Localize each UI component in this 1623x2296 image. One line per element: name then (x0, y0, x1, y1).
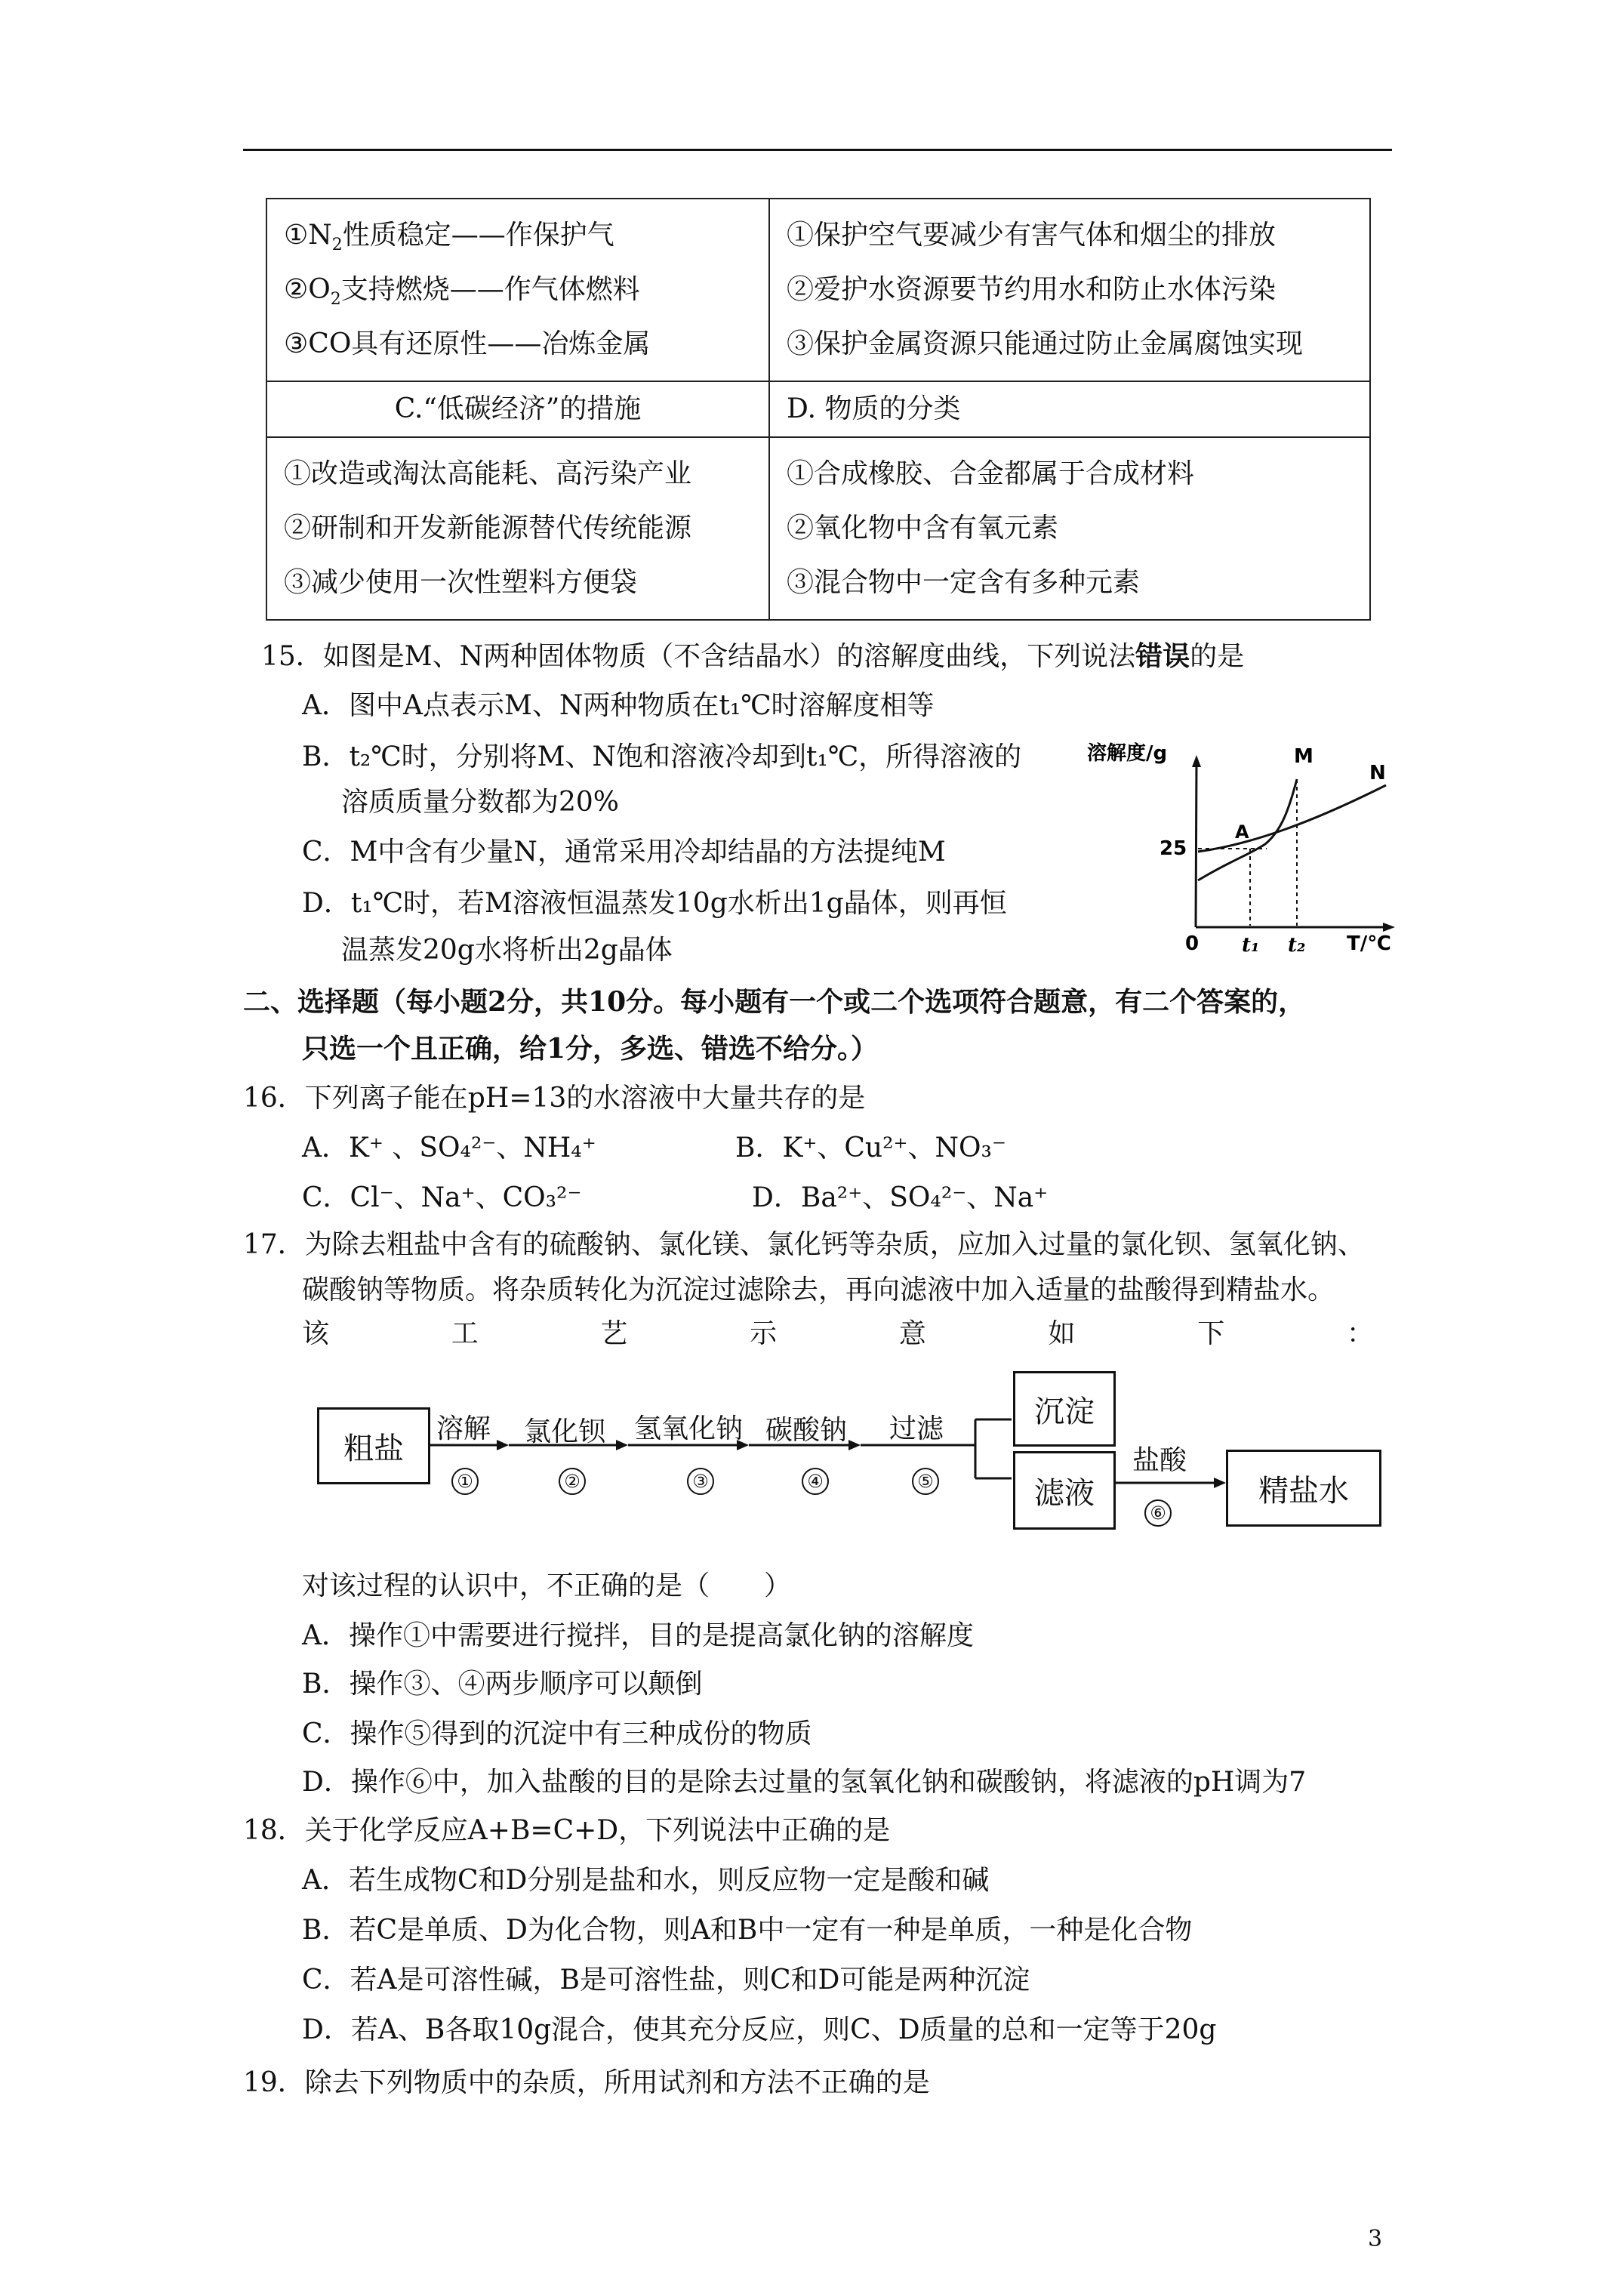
q17-stem-cont: 碳酸钠等物质。将杂质转化为沉淀过滤除去，再向滤液中加入适量的盐酸得到精盐水。 (302, 1274, 1335, 1305)
section2-heading: 二、选择题（每小题2分，共10分。每小题有一个或二个选项符合题意，有二个答案的， (243, 986, 1306, 1018)
cell-line: ③混合物中一定含有多种元素 (787, 567, 1141, 598)
q17-option-b: B．操作③、④两步顺序可以颠倒 (302, 1669, 703, 1700)
step5-number: ⑤ (912, 1468, 939, 1495)
cell-line: ③减少使用一次性塑料方便袋 (284, 567, 638, 598)
q16-option-b: B．K⁺、Cu²⁺、NO₃⁻ (735, 1133, 1006, 1163)
x-axis-arrow (1383, 923, 1395, 932)
step4-number: ④ (802, 1468, 829, 1495)
box-refined-brine: 精盐水 (1226, 1450, 1381, 1527)
step2-label: 氯化钡 (524, 1416, 606, 1447)
y-axis-label: 溶解度/g (1087, 742, 1168, 765)
q15-stem: 15．如图是M、N两种固体物质（不含结晶水）的溶解度曲线，下列说法错误的是 (261, 640, 1245, 672)
table-row (266, 199, 1370, 381)
box-filtrate: 滤液 (1013, 1451, 1116, 1530)
box-precipitate: 沉淀 (1013, 1371, 1116, 1447)
step3-label: 氢氧化钠 (634, 1413, 744, 1444)
q16-option-a: A．K⁺ 、SO₄²⁻、NH₄⁺ (302, 1133, 596, 1163)
cell-b (769, 199, 1370, 381)
step2-number: ② (559, 1468, 586, 1495)
cell-line: ②爱护水资源要节约用水和防止水体污染 (787, 274, 1277, 305)
q15-option-d-cont: 温蒸发20g水将析出2g晶体 (341, 935, 673, 966)
cell-c (266, 437, 769, 620)
cell-line: ①改造或淘汰高能耗、高污染产业 (284, 458, 692, 489)
knowledge-table (266, 198, 1371, 621)
step5-label: 过滤 (889, 1413, 944, 1444)
cell-line: $②O_2$支持燃烧——作气体燃料 (284, 274, 640, 310)
y-axis-arrow (1192, 755, 1201, 767)
q16-stem: 16．下列离子能在pH=13的水溶液中大量共存的是 (243, 1083, 866, 1114)
cell-line: ②研制和开发新能源替代传统能源 (284, 513, 692, 544)
point-a-label: A (1235, 821, 1249, 843)
step1-number: ① (451, 1468, 479, 1495)
q18-option-a: A．若生成物C和D分别是盐和水，则反应物一定是酸和碱 (302, 1865, 990, 1896)
q15-option-d: D．t₁℃时，若M溶液恒温蒸发10g水析出1g晶体，则再恒 (302, 888, 1007, 919)
q16-option-c: C．Cl⁻、Na⁺、CO₃²⁻ (302, 1182, 582, 1213)
curve-m-label: M (1294, 745, 1313, 768)
step4-label: 碳酸钠 (765, 1415, 848, 1446)
q17-option-a: A．操作①中需要进行搅拌，目的是提高氯化钠的溶解度 (302, 1620, 974, 1651)
cell-line: ①保护空气要减少有害气体和烟尘的排放 (787, 220, 1277, 251)
curve-n-label: N (1369, 762, 1386, 784)
q18-option-d: D．若A、B各取10g混合，使其充分反应，则C、D质量的总和一定等于20g (302, 2014, 1217, 2045)
cell-line: ③CO具有还原性——冶炼金属 (284, 328, 651, 359)
cell-d (769, 437, 1370, 620)
q17-prompt: 对该过程的认识中，不正确的是（ ） (302, 1570, 792, 1601)
acid-label: 盐酸 (1132, 1445, 1187, 1476)
q17-option-d: D．操作⑥中，加入盐酸的目的是除去过量的氢氧化钠和碳酸钠，将滤液的pH调为7 (302, 1767, 1307, 1798)
q15-option-c: C．M中含有少量N，通常采用冷却结晶的方法提纯M (302, 837, 946, 868)
y-tick-25: 25 (1160, 837, 1187, 860)
solubility-graph (1087, 725, 1404, 966)
x-axis-label: T/℃ (1347, 932, 1391, 955)
cell-a (266, 199, 769, 381)
cell-line: ①合成橡胶、合金都属于合成材料 (787, 458, 1195, 489)
q15-option-b-cont: 溶质质量分数都为20% (341, 787, 620, 818)
cell-header-d: D. 物质的分类 (769, 381, 1370, 437)
step3-number: ③ (687, 1468, 714, 1495)
q18-stem: 18．关于化学反应A+B=C+D，下列说法中正确的是 (243, 1815, 891, 1846)
step1-label: 溶解 (436, 1413, 491, 1444)
header-rule (243, 149, 1392, 151)
cell-line: ③保护金属资源只能通过防止金属腐蚀实现 (787, 328, 1304, 359)
table-row (266, 381, 1370, 437)
q17-option-c: C．操作⑤得到的沉淀中有三种成份的物质 (302, 1718, 812, 1749)
q16-option-d: D．Ba²⁺、SO₄²⁻、Na⁺ (752, 1182, 1049, 1213)
cell-header-c: C.“低碳经济”的措施 (266, 381, 769, 437)
cell-line: ②氧化物中含有氧元素 (787, 513, 1059, 544)
t1-label: t₁ (1242, 934, 1260, 957)
q15-option-a: A．图中A点表示M、N两种物质在t₁℃时溶解度相等 (302, 690, 935, 721)
table-row (266, 437, 1370, 620)
q15-option-b: B．t₂℃时，分别将M、N饱和溶液冷却到t₁℃，所得溶液的 (302, 741, 1022, 772)
q18-option-b: B．若C是单质、D为化合物，则A和B中一定有一种是单质，一种是化合物 (302, 1915, 1193, 1946)
q19-stem: 19．除去下列物质中的杂质，所用试剂和方法不正确的是 (243, 2067, 930, 2098)
q18-option-c: C．若A是可溶性碱，B是可溶性盐，则C和D可能是两种沉淀 (302, 1965, 1030, 1996)
step6-number: ⑥ (1144, 1499, 1172, 1527)
origin-label: 0 (1185, 932, 1200, 955)
box-crude-salt: 粗盐 (317, 1407, 430, 1484)
q17-stem-spread: 该 工 艺 示 意 如 下 ： (302, 1318, 1374, 1349)
section2-heading-cont: 只选一个且正确，给1分，多选、错选不给分。） (302, 1033, 879, 1065)
cell-line: $①N_2$性质稳定——作保护气 (284, 220, 614, 255)
page-number: 3 (1368, 2226, 1383, 2252)
t2-label: t₂ (1288, 934, 1306, 957)
q17-stem: 17．为除去粗盐中含有的硫酸钠、氯化镁、氯化钙等杂质，应加入过量的氯化钡、氢氧化钠、 (243, 1229, 1365, 1260)
